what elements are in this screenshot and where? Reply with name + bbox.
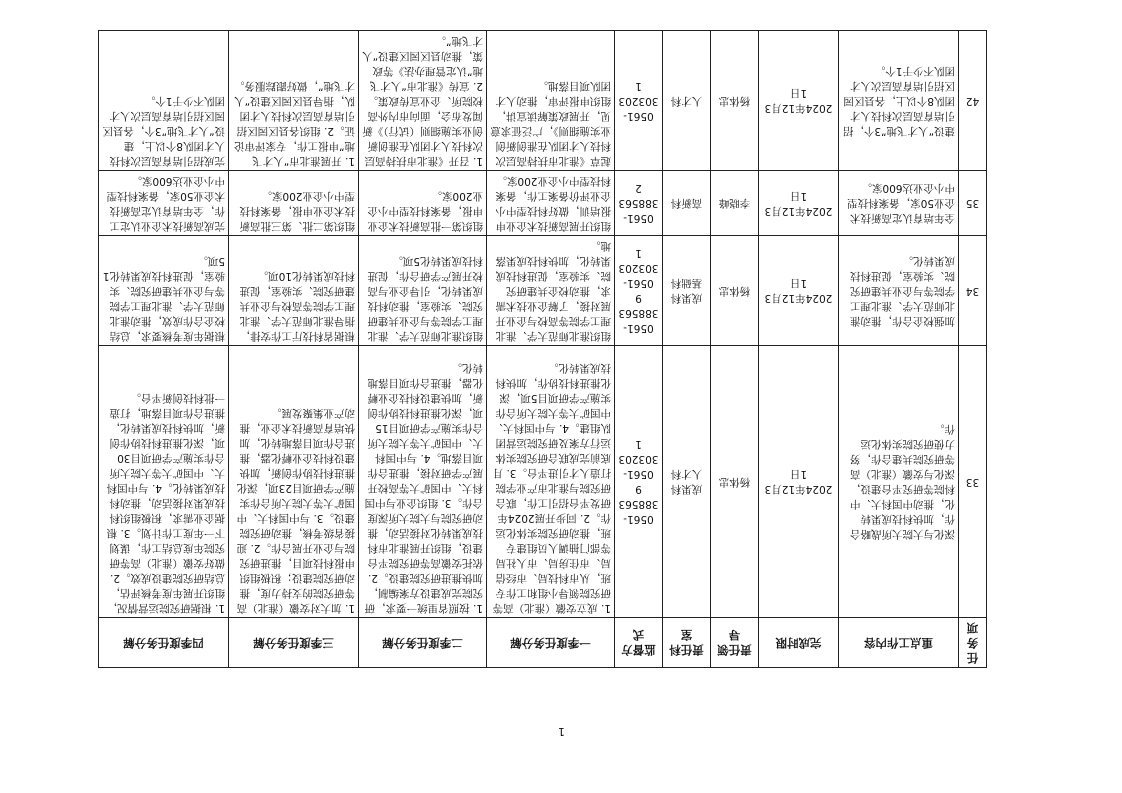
- task-supervision: 0561- 3885639 0561- 3032031: [615, 236, 663, 346]
- task-q4: 根据年度考核要求，总结校企合作成效，推动淮北师范大学、淮北理工学院等与企业共建研究院、实验室，促进科技成果转化15项。: [99, 236, 229, 346]
- task-leader: 杨体忠: [711, 346, 759, 618]
- task-q3: 1. 加大对安徽（淮北）高等研究院的支持力度，推动研究院建设；积极组织申报科技项目，推进研究院与企业开展合作。2. 迎接省级考核，推动研究院建设。3. 与中国科大、中国矿大等大院大所合作实施产学研项目23项，深化推进科技协作创新，加快建设科技企业孵化器，推进合作项目落地转化，加快培育高新技术企业，推动产业集聚发展。: [229, 346, 359, 618]
- task-q4: 完成招引培育高层次科技人才团队8个以上，建设“人才飞地”3个，各县区园区招引培育高层次人才团队不少于1个。: [99, 31, 229, 171]
- task-dept: 成果科 基础科: [663, 236, 711, 346]
- task-dept: 高新科: [663, 171, 711, 236]
- header-cell: 完成时限: [759, 618, 839, 668]
- task-content: 全年培育认定高新技术企业50家，备案科技型中小企业达600家。: [839, 171, 959, 236]
- task-leader: 杨体忠: [711, 31, 759, 171]
- table-row: [99, 346, 987, 618]
- header-cell: 四季度任务分解: [99, 618, 229, 668]
- task-supervision: 0561- 3885639 0561- 3032031: [615, 346, 663, 618]
- task-supervision: 0561- 3032031: [615, 31, 663, 171]
- task-deadline: 2024年12月31日: [759, 171, 839, 236]
- header-cell: 监督方式: [615, 618, 663, 668]
- task-deadline: 2024年12月31日: [759, 236, 839, 346]
- task-deadline: 2024年12月31日: [759, 346, 839, 618]
- header-row: [99, 618, 987, 668]
- task-table: [98, 30, 987, 668]
- header-cell: 责任领导: [711, 618, 759, 668]
- task-id: 42: [959, 31, 987, 171]
- task-q1: 1. 成立安徽（淮北）高等研究院领导小组和工作专班，从市科技局、市经信局、市住房局、市人社局等部门抽调人员组建专班，推动研究院实体化运作。2. 同步开展2024年研发平台招引工作，联合研究院与淮北市产业学院打造人才引进平台。3. 月底前完成联合研究院实体运行方案及研究院运营团队组建。4. 与中国科大、中国矿大等大院大所合作实施产学研项目5项，深化推进科技协作，加快科技成果转化。: [487, 346, 615, 618]
- header-cell: 任务项: [959, 618, 987, 668]
- task-supervision: 0561- 3885632: [615, 171, 663, 236]
- task-q1: 起草《淮北市扶持高层次科技人才团队在淮创新创业实施细则》，广泛征求意见，开展政策解读宣讲，组织申报评审，推动人才团队项目落地。: [487, 31, 615, 171]
- task-q2: 组织淮北师范大学、淮北理工学院等与企业共建研究院、实验室，推动科技成果转化，引导企业与高校开展产学研合作，促进科技成果转化5项。: [359, 236, 487, 346]
- header-cell: 一季度任务分解: [487, 618, 615, 668]
- task-deadline: 2024年12月31日: [759, 31, 839, 171]
- task-leader: 杨体忠: [711, 236, 759, 346]
- task-content: 加强校企合作，推动淮北师范大学、淮北理工学院等与企业共建研究院、实验室，促进科技成果转化。: [839, 236, 959, 346]
- task-dept: 人才科: [663, 31, 711, 171]
- task-leader: 李晓峰: [711, 171, 759, 236]
- table-row: [99, 236, 987, 346]
- table-row: [99, 171, 987, 236]
- task-content: 建设“人才飞地”3个，招引培育高层次科技人才团队8个以上，各县区园区招引培育高层次人才团队不少于1个。: [839, 31, 959, 171]
- task-q4: 完成高新技术企业认定工作，全年培育认定高新技术企业50家，备案科技型中小企业达600家。: [99, 171, 229, 236]
- task-id: 35: [959, 171, 987, 236]
- task-q2: 1. 召开《淮北市扶持高层次科技人才团队在淮创新创业实施细则（试行）》新闻发布会，面向市内外高校院所、企业宣传政策。2. 宣传《淮北市“人才飞地”认定管理办法》等政策，推动县区园区建设“人才飞地”。: [359, 31, 487, 171]
- task-q3: 组织第二批、第三批高新技术企业申报，备案科技型中小企业200家。: [229, 171, 359, 236]
- task-q3: 根据省科技厅工作安排，指导淮北师范大学、淮北理工学院等高校与企业共建研究院、实验室，促进科技成果转化10项。: [229, 236, 359, 346]
- header-cell: 三季度任务分解: [229, 618, 359, 668]
- task-q4: 1. 根据研究院运营情况，组织开展年度考核评估，总结研究院建设成效。2. 做好安徽（淮北）高等研究院年度总结工作，谋划下一年度工作计划。3. 根据企业需求，积极组织科技成果对接活动，推动科技成果转化。4. 与中国科大、中国矿大等大院大所合作实施产学研项目30项，深化推进科技协作创新，加快科技成果转化，推进合作项目落地，打造一批科技创新平台。: [99, 346, 229, 618]
- header-cell: 重点工作内容: [839, 618, 959, 668]
- task-dept: 成果科 人才科: [663, 346, 711, 618]
- task-q1: 组织淮北师范大学、淮北理工学院等高校与企业开展对接，了解企业技术需求，推动校企共建研究院、实验室，促进科技成果转化，加快科技成果落地。: [487, 236, 615, 346]
- task-id: 33: [959, 346, 987, 618]
- header-cell: 二季度任务分解: [359, 618, 487, 668]
- task-q3: 1. 开展淮北市“人才飞地”申报工作，专家评审论证。2. 组织各县区园区招引培育高层次科技人才团队，指导县区园区建设“人才飞地”，做好跟踪服务。: [229, 31, 359, 171]
- task-q1: 组织开展高新技术企业申报培训，做好科技型中小企业评价备案工作，备案科技型中小企业200家。: [487, 171, 615, 236]
- task-q2: 1. 按照省里统一要求，研究院完成建设方案编制，加快推进研究院建设。2. 依托安徽高等研究院平台建设，组织开展淮北市科技成果转化对接活动，推动研究院与大院大所深度合作。3. 组织企业与中国科大、中国矿大等高校开展产学研对接，推进合作项目落地。4. 与中国科大、中国矿大等大院大所合作实施产学研项目15项，深化推进科技协作创新，加快建设科技企业孵化器，推进合作项目落地转化。: [359, 346, 487, 618]
- task-content: 深化与大院大所战略合作，加快科技成果转化，推动中国科大、中科院等研究平台建设，深化与安徽（淮北）高等研究院共建合作，努力使研究院实体化运作。: [839, 346, 959, 618]
- table-row: [99, 31, 987, 171]
- task-q2: 组织第一批高新技术企业申报，备案科技型中小企业200家。: [359, 171, 487, 236]
- page-number: 1: [558, 725, 565, 738]
- header-cell: 责任科室: [663, 618, 711, 668]
- task-id: 34: [959, 236, 987, 346]
